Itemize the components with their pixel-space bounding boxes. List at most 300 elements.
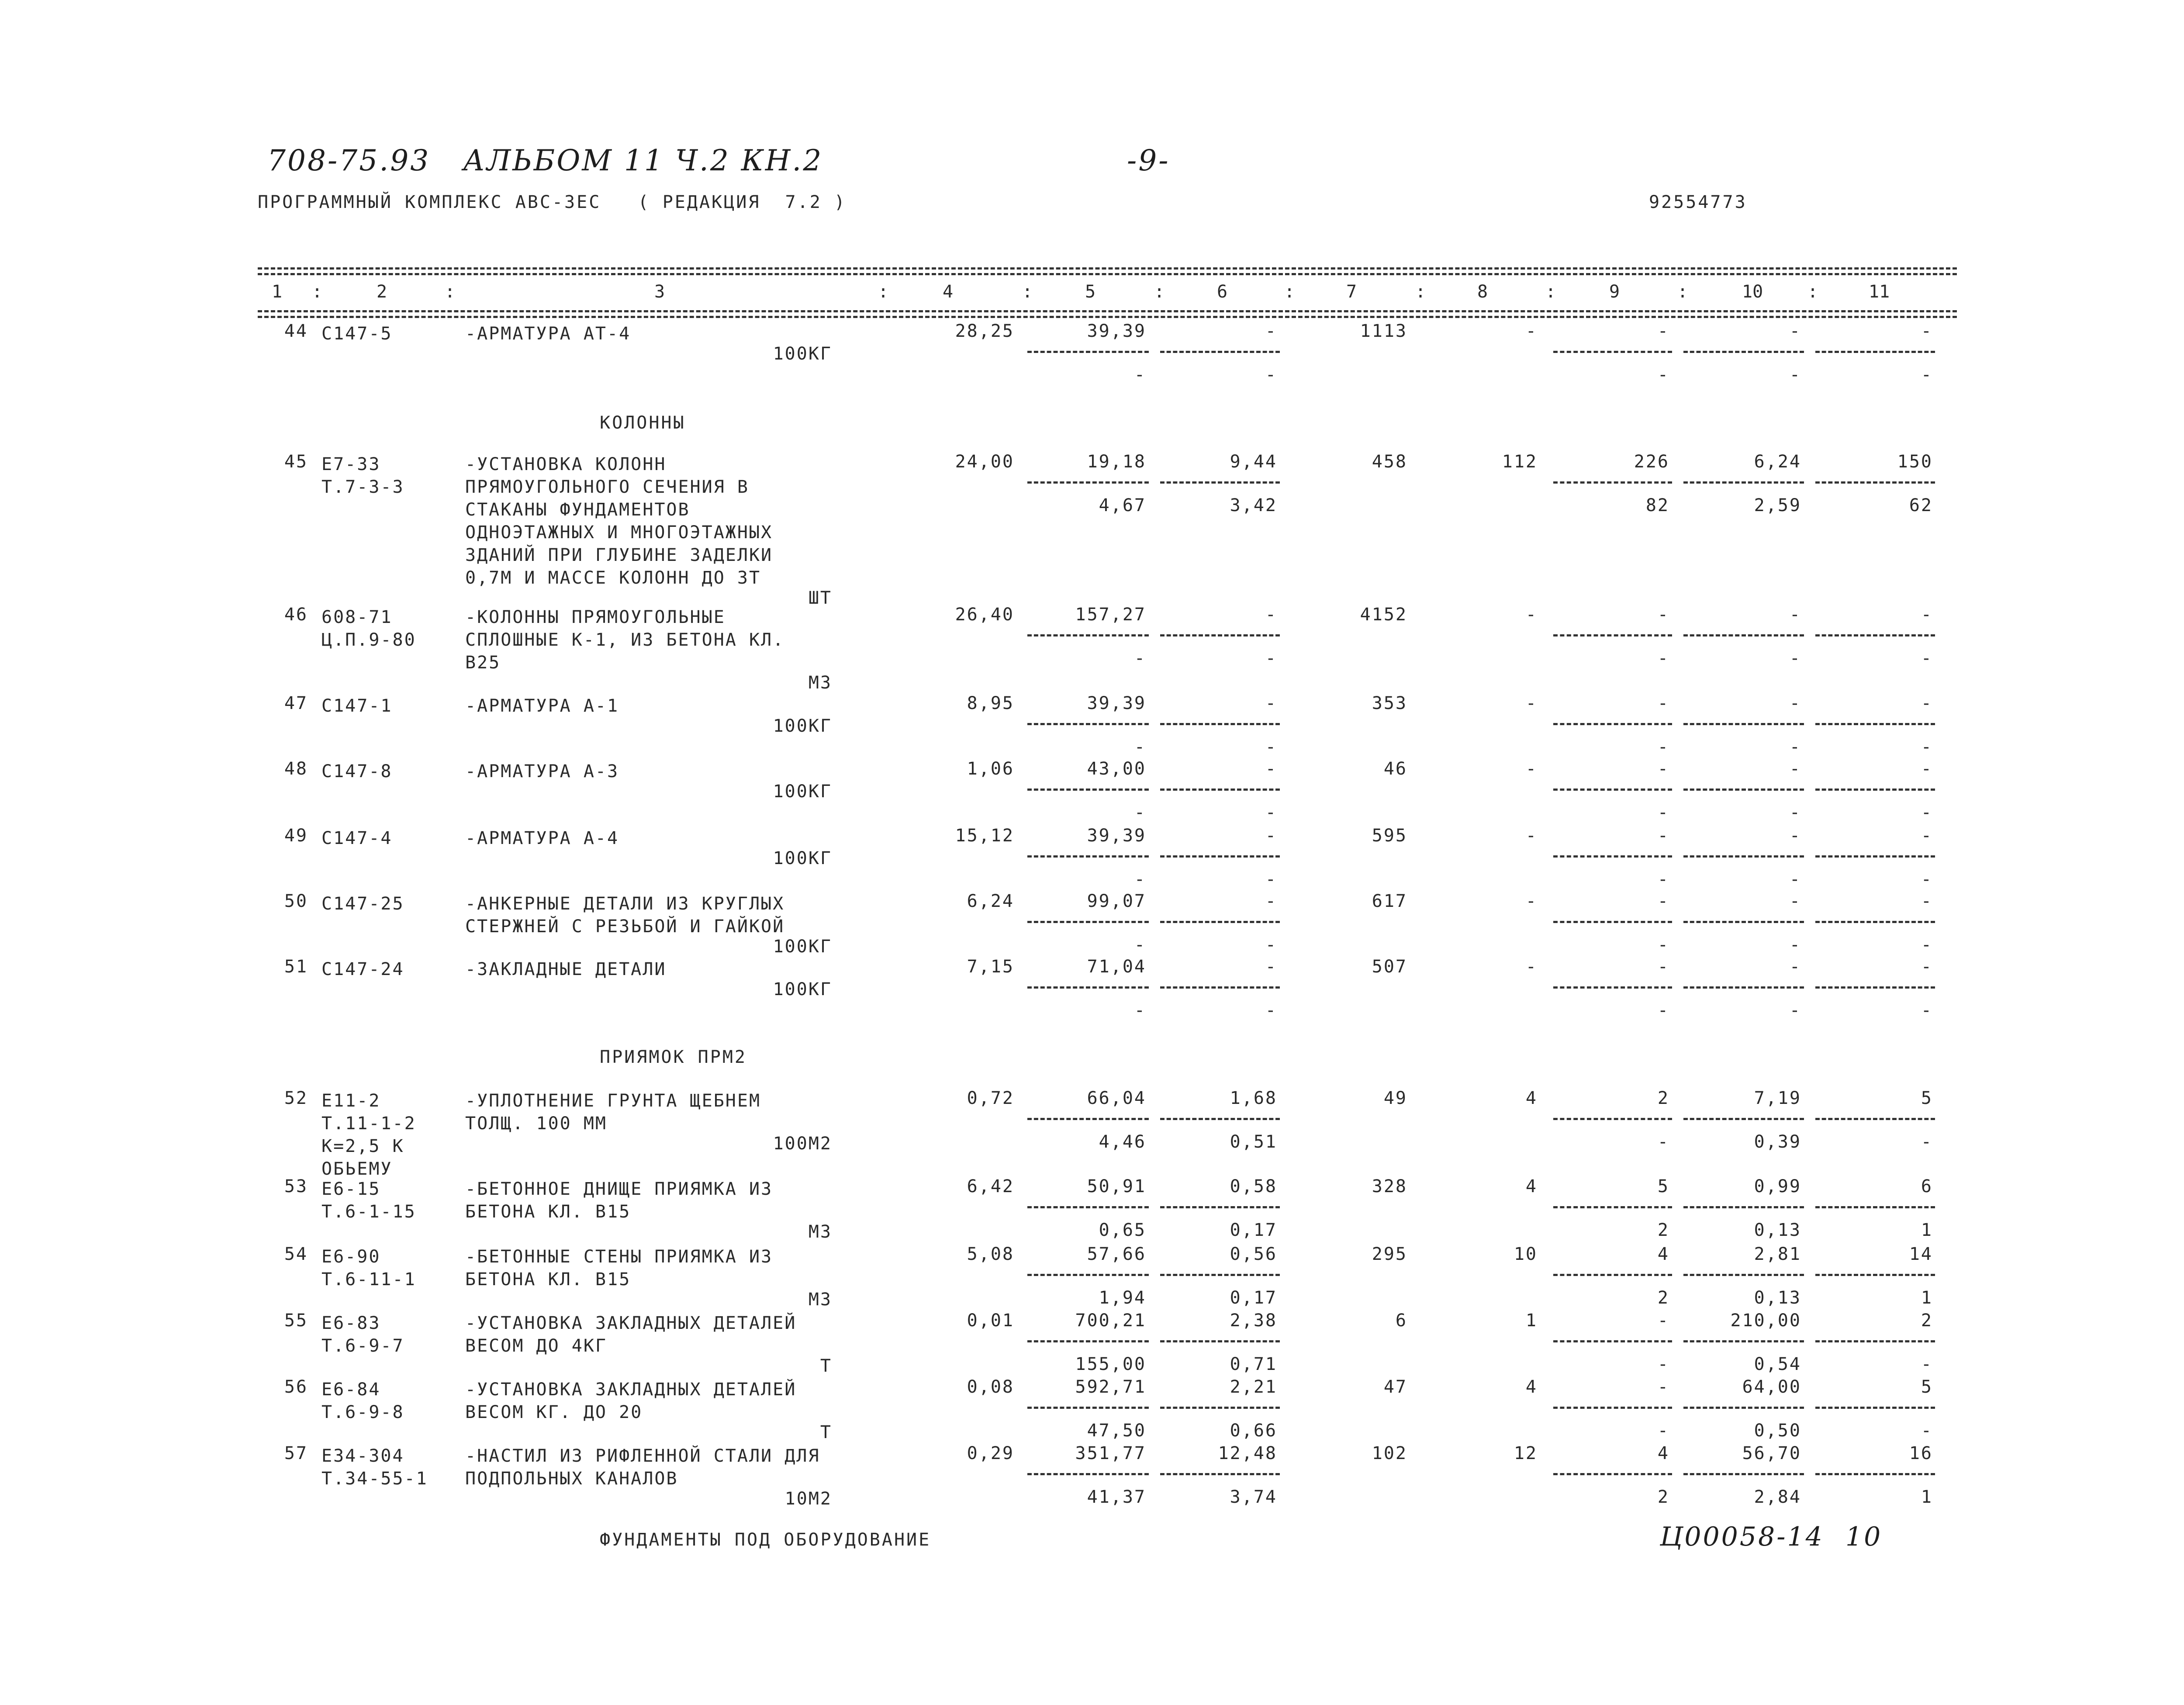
value-col-5: 66,04 bbox=[1087, 1088, 1146, 1108]
value-col-9-lower: - bbox=[1657, 365, 1669, 385]
value-separator bbox=[1160, 1206, 1280, 1208]
row-code: Е7-33 Т.7-3-3 bbox=[321, 454, 404, 497]
value-col-6-lower: - bbox=[1265, 737, 1277, 757]
value-col-9-lower: 2 bbox=[1657, 1288, 1669, 1308]
value-col-5-lower: - bbox=[1134, 869, 1146, 889]
column-header-3: 3 bbox=[654, 282, 665, 302]
value-separator bbox=[1160, 789, 1280, 791]
value-col-11-lower: - bbox=[1921, 1354, 1933, 1374]
section-title-pit: ПРИЯМОК ПРМ2 bbox=[600, 1047, 747, 1067]
value-col-9-lower: 82 bbox=[1645, 495, 1669, 515]
row-number: 54 bbox=[284, 1244, 308, 1264]
value-col-10-lower: 0,54 bbox=[1754, 1354, 1801, 1374]
row-description: -УСТАНОВКА КОЛОНН ПРЯМОУГОЛЬНОГО СЕЧЕНИЯ В СТАКАНЫ ФУНДАМЕНТОВ ОДНОЭТАЖНЫХ И МНОГОЭТАЖНЫХ ЗДАНИЙ ПРИ ГЛУБИНЕ ЗАДЕЛКИ 0,7М И МАССЕ КОЛОНН ДО 3Т bbox=[465, 454, 773, 588]
value-col-6-lower: - bbox=[1265, 365, 1277, 385]
value-col-11: - bbox=[1921, 957, 1933, 977]
value-col-4: 7,15 bbox=[967, 957, 1014, 977]
value-col-7: 295 bbox=[1372, 1244, 1407, 1264]
value-separator bbox=[1815, 723, 1935, 725]
value-col-6-lower: - bbox=[1265, 802, 1277, 823]
value-col-10-lower: - bbox=[1789, 737, 1801, 757]
value-separator bbox=[1160, 921, 1280, 923]
value-col-11-lower: - bbox=[1921, 1132, 1933, 1152]
value-separator bbox=[1815, 986, 1935, 989]
row-unit: М3 bbox=[808, 1222, 832, 1242]
value-col-11-lower: - bbox=[1921, 935, 1933, 955]
value-col-10: - bbox=[1789, 321, 1801, 341]
value-col-9: - bbox=[1657, 693, 1669, 713]
value-col-5-lower: 47,50 bbox=[1087, 1421, 1146, 1441]
value-col-11: - bbox=[1921, 321, 1933, 341]
value-col-10-lower: - bbox=[1789, 935, 1801, 955]
value-col-4: 15,12 bbox=[955, 826, 1014, 846]
row-code: С147-24 bbox=[321, 959, 404, 979]
value-col-6-lower: 0,66 bbox=[1230, 1421, 1277, 1441]
value-col-5: 39,39 bbox=[1087, 826, 1146, 846]
value-col-8: 4 bbox=[1525, 1176, 1538, 1197]
row-code: Е6-83 Т.6-9-7 bbox=[321, 1313, 404, 1356]
value-col-6: - bbox=[1265, 957, 1277, 977]
value-col-7: 617 bbox=[1372, 891, 1407, 911]
row-code: Е6-90 Т.6-11-1 bbox=[321, 1247, 416, 1290]
row-unit: 100КГ bbox=[773, 716, 832, 736]
column-header-5: 5 bbox=[1085, 282, 1096, 302]
value-col-9: - bbox=[1657, 957, 1669, 977]
value-col-8: 12 bbox=[1514, 1443, 1538, 1463]
value-col-6-lower: - bbox=[1265, 935, 1277, 955]
row-code: Е6-15 Т.6-1-15 bbox=[321, 1179, 416, 1222]
value-col-6-lower: - bbox=[1265, 648, 1277, 668]
row-description: -КОЛОННЫ ПРЯМОУГОЛЬНЫЕ СПЛОШНЫЕ К-1, ИЗ БЕТОНА КЛ. В25 bbox=[465, 607, 785, 673]
value-col-11-lower: - bbox=[1921, 365, 1933, 385]
value-col-10-lower: 0,50 bbox=[1754, 1421, 1801, 1441]
value-col-11-lower: - bbox=[1921, 802, 1933, 823]
value-col-9: - bbox=[1657, 891, 1669, 911]
value-col-10: 7,19 bbox=[1754, 1088, 1801, 1108]
value-col-6: - bbox=[1265, 891, 1277, 911]
value-separator bbox=[1027, 1118, 1149, 1120]
value-separator bbox=[1027, 634, 1149, 636]
value-col-7: 1113 bbox=[1360, 321, 1407, 341]
row-description: -ЗАКЛАДНЫЕ ДЕТАЛИ bbox=[465, 959, 667, 979]
value-col-4: 8,95 bbox=[967, 693, 1014, 713]
value-col-11: 150 bbox=[1897, 452, 1933, 472]
row-description: -БЕТОННОЕ ДНИЩЕ ПРИЯМКА ИЗ БЕТОНА КЛ. В15 bbox=[465, 1179, 773, 1222]
value-separator bbox=[1160, 481, 1280, 484]
row-unit: 100КГ bbox=[773, 782, 832, 802]
value-col-9-lower: 2 bbox=[1657, 1487, 1669, 1507]
value-separator bbox=[1683, 1206, 1804, 1208]
value-separator bbox=[1160, 1340, 1280, 1342]
value-separator bbox=[1815, 634, 1935, 636]
value-col-11: 2 bbox=[1921, 1311, 1933, 1331]
value-col-11-lower: - bbox=[1921, 1000, 1933, 1020]
value-col-9: 5 bbox=[1657, 1176, 1669, 1197]
value-col-10: - bbox=[1789, 759, 1801, 779]
row-number: 53 bbox=[284, 1176, 308, 1197]
row-code: С147-25 bbox=[321, 894, 404, 914]
section-title-equipment-foundations: ФУНДАМЕНТЫ ПОД ОБОРУДОВАНИЕ bbox=[600, 1530, 931, 1550]
value-col-6-lower: 3,74 bbox=[1230, 1487, 1277, 1507]
row-unit: Т bbox=[820, 1422, 832, 1442]
value-col-11: - bbox=[1921, 693, 1933, 713]
value-col-7: 47 bbox=[1383, 1377, 1407, 1397]
row-code: С147-8 bbox=[321, 761, 393, 782]
column-separator: : bbox=[1284, 282, 1295, 302]
value-separator bbox=[1553, 1206, 1672, 1208]
value-separator bbox=[1683, 481, 1804, 484]
value-separator bbox=[1553, 1407, 1672, 1409]
value-col-9-lower: - bbox=[1657, 1421, 1669, 1441]
row-unit: 100КГ bbox=[773, 937, 832, 957]
value-col-9-lower: - bbox=[1657, 648, 1669, 668]
value-col-5: 50,91 bbox=[1087, 1176, 1146, 1197]
value-col-10: 2,81 bbox=[1754, 1244, 1801, 1264]
value-separator bbox=[1815, 351, 1935, 353]
value-col-4: 1,06 bbox=[967, 759, 1014, 779]
column-header-10: 10 bbox=[1742, 282, 1763, 302]
value-col-5: 43,00 bbox=[1087, 759, 1146, 779]
value-col-5-lower: 4,67 bbox=[1099, 495, 1146, 515]
column-separator: : bbox=[1154, 282, 1165, 302]
value-col-11-lower: 1 bbox=[1921, 1220, 1933, 1240]
value-separator bbox=[1815, 1118, 1935, 1120]
value-separator bbox=[1553, 921, 1672, 923]
column-separator: : bbox=[1677, 282, 1688, 302]
document-number: 92554773 bbox=[1649, 192, 1747, 212]
value-col-11: 5 bbox=[1921, 1377, 1933, 1397]
row-unit: М3 bbox=[808, 673, 832, 693]
column-separator: : bbox=[1807, 282, 1818, 302]
value-separator bbox=[1553, 634, 1672, 636]
value-separator bbox=[1683, 634, 1804, 636]
value-col-6: - bbox=[1265, 759, 1277, 779]
value-col-6: - bbox=[1265, 321, 1277, 341]
value-col-5-lower: - bbox=[1134, 648, 1146, 668]
value-col-8: 1 bbox=[1525, 1311, 1538, 1331]
value-col-4: 0,08 bbox=[967, 1377, 1014, 1397]
row-unit: 100КГ bbox=[773, 848, 832, 868]
album-reference: 708-75.93 АЛЬБОМ 11 Ч.2 КН.2 bbox=[267, 144, 823, 177]
value-col-11: 5 bbox=[1921, 1088, 1933, 1108]
value-separator bbox=[1160, 1407, 1280, 1409]
value-separator bbox=[1027, 1206, 1149, 1208]
column-header-1: 1 bbox=[272, 282, 283, 302]
row-unit: Т bbox=[820, 1356, 832, 1376]
row-code: С147-5 bbox=[321, 324, 393, 344]
value-separator bbox=[1027, 921, 1149, 923]
value-separator bbox=[1027, 481, 1149, 484]
value-separator bbox=[1027, 789, 1149, 791]
value-col-9-lower: - bbox=[1657, 1000, 1669, 1020]
column-separator: : bbox=[878, 282, 889, 302]
row-unit: 100М2 bbox=[773, 1134, 832, 1154]
value-col-7: 102 bbox=[1372, 1443, 1407, 1463]
row-number: 46 bbox=[284, 605, 308, 625]
value-col-5: 157,27 bbox=[1075, 605, 1146, 625]
value-col-5: 39,39 bbox=[1087, 321, 1146, 341]
value-separator bbox=[1683, 1473, 1804, 1475]
value-separator bbox=[1683, 1274, 1804, 1276]
value-col-5-lower: - bbox=[1134, 1000, 1146, 1020]
value-col-5-lower: 155,00 bbox=[1075, 1354, 1146, 1374]
value-col-4: 0,01 bbox=[967, 1311, 1014, 1331]
value-col-11-lower: - bbox=[1921, 869, 1933, 889]
value-col-4: 28,25 bbox=[955, 321, 1014, 341]
value-separator bbox=[1160, 1274, 1280, 1276]
value-col-6-lower: 0,71 bbox=[1230, 1354, 1277, 1374]
value-col-9-lower: - bbox=[1657, 935, 1669, 955]
row-unit: ШТ bbox=[808, 588, 832, 608]
value-col-6: - bbox=[1265, 605, 1277, 625]
value-col-9: 4 bbox=[1657, 1443, 1669, 1463]
value-col-5: 351,77 bbox=[1075, 1443, 1146, 1463]
value-col-9: - bbox=[1657, 826, 1669, 846]
value-col-5: 592,71 bbox=[1075, 1377, 1146, 1397]
value-col-9: - bbox=[1657, 321, 1669, 341]
value-col-11: - bbox=[1921, 891, 1933, 911]
value-col-7: 6 bbox=[1395, 1311, 1407, 1331]
value-separator bbox=[1815, 921, 1935, 923]
column-header-6: 6 bbox=[1217, 282, 1228, 302]
value-col-9: 226 bbox=[1634, 452, 1669, 472]
value-col-5-lower: - bbox=[1134, 365, 1146, 385]
row-unit: М3 bbox=[808, 1290, 832, 1310]
value-separator bbox=[1683, 921, 1804, 923]
row-number: 50 bbox=[284, 891, 308, 911]
value-separator bbox=[1027, 1407, 1149, 1409]
value-col-11: - bbox=[1921, 759, 1933, 779]
value-separator bbox=[1553, 1118, 1672, 1120]
value-separator bbox=[1815, 1473, 1935, 1475]
value-separator bbox=[1553, 1340, 1672, 1342]
column-header-7: 7 bbox=[1346, 282, 1357, 302]
value-separator bbox=[1683, 351, 1804, 353]
column-header-8: 8 bbox=[1477, 282, 1488, 302]
value-col-4: 0,29 bbox=[967, 1443, 1014, 1463]
value-col-6-lower: 3,42 bbox=[1230, 495, 1277, 515]
value-separator bbox=[1553, 855, 1672, 858]
value-col-4: 6,42 bbox=[967, 1176, 1014, 1197]
value-separator bbox=[1160, 1118, 1280, 1120]
value-separator bbox=[1160, 855, 1280, 858]
value-separator bbox=[1027, 351, 1149, 353]
value-col-11: 16 bbox=[1909, 1443, 1933, 1463]
header-rule-top bbox=[258, 267, 1957, 270]
value-col-6: 1,68 bbox=[1230, 1088, 1277, 1108]
row-number: 55 bbox=[284, 1311, 308, 1331]
value-col-5-lower: 4,46 bbox=[1099, 1132, 1146, 1152]
value-col-9: 2 bbox=[1657, 1088, 1669, 1108]
section-title-columns: КОЛОННЫ bbox=[600, 413, 686, 433]
value-col-7: 49 bbox=[1383, 1088, 1407, 1108]
row-number: 52 bbox=[284, 1088, 308, 1108]
value-col-9: - bbox=[1657, 1377, 1669, 1397]
row-number: 44 bbox=[284, 321, 308, 341]
column-separator: : bbox=[1415, 282, 1426, 302]
value-separator bbox=[1683, 986, 1804, 989]
value-col-8: - bbox=[1525, 891, 1538, 911]
value-separator bbox=[1027, 1340, 1149, 1342]
value-col-5-lower: - bbox=[1134, 802, 1146, 823]
row-unit: 100КГ bbox=[773, 344, 832, 364]
value-separator bbox=[1160, 986, 1280, 989]
value-col-10-lower: - bbox=[1789, 802, 1801, 823]
column-separator: : bbox=[1545, 282, 1556, 302]
value-col-6: 12,48 bbox=[1218, 1443, 1277, 1463]
value-separator bbox=[1160, 634, 1280, 636]
value-col-10: - bbox=[1789, 605, 1801, 625]
page-number-mark: -9- bbox=[1127, 144, 1170, 177]
value-col-9-lower: 2 bbox=[1657, 1220, 1669, 1240]
value-col-4: 6,24 bbox=[967, 891, 1014, 911]
value-col-7: 353 bbox=[1372, 693, 1407, 713]
value-col-7: 507 bbox=[1372, 957, 1407, 977]
value-col-9-lower: - bbox=[1657, 1354, 1669, 1374]
row-code: Е6-84 Т.6-9-8 bbox=[321, 1380, 404, 1422]
value-separator bbox=[1553, 789, 1672, 791]
row-number: 57 bbox=[284, 1443, 308, 1463]
row-code: С147-1 bbox=[321, 696, 393, 716]
value-col-11-lower: - bbox=[1921, 737, 1933, 757]
value-col-11: - bbox=[1921, 605, 1933, 625]
value-col-8: - bbox=[1525, 605, 1538, 625]
value-col-6-lower: - bbox=[1265, 869, 1277, 889]
value-col-8: 112 bbox=[1502, 452, 1538, 472]
value-col-5: 71,04 bbox=[1087, 957, 1146, 977]
value-col-4: 26,40 bbox=[955, 605, 1014, 625]
value-separator bbox=[1027, 723, 1149, 725]
value-col-10-lower: - bbox=[1789, 869, 1801, 889]
value-col-7: 595 bbox=[1372, 826, 1407, 846]
row-code: 608-71 Ц.П.9-80 bbox=[321, 607, 416, 650]
row-number: 49 bbox=[284, 826, 308, 846]
row-code: Е34-304 Т.34-55-1 bbox=[321, 1446, 428, 1489]
value-separator bbox=[1815, 481, 1935, 484]
value-separator bbox=[1815, 1274, 1935, 1276]
value-col-5: 39,39 bbox=[1087, 693, 1146, 713]
value-col-8: 4 bbox=[1525, 1088, 1538, 1108]
value-separator bbox=[1160, 1473, 1280, 1475]
value-col-11: 14 bbox=[1909, 1244, 1933, 1264]
header-rule-bottom bbox=[258, 310, 1957, 312]
value-col-11: 6 bbox=[1921, 1176, 1933, 1197]
program-header: ПРОГРАММНЫЙ КОМПЛЕКС АВС-3ЕС ( РЕДАКЦИЯ 7.2 ) bbox=[258, 192, 847, 212]
value-separator bbox=[1815, 855, 1935, 858]
value-col-8: - bbox=[1525, 957, 1538, 977]
row-unit: 10М2 bbox=[784, 1489, 832, 1509]
value-col-5-lower: - bbox=[1134, 935, 1146, 955]
value-col-6-lower: - bbox=[1265, 1000, 1277, 1020]
value-col-5: 99,07 bbox=[1087, 891, 1146, 911]
archive-stamp: Ц00058-14 bbox=[1660, 1522, 1824, 1552]
row-description: -УСТАНОВКА ЗАКЛАДНЫХ ДЕТАЛЕЙ ВЕСОМ ДО 4КГ bbox=[465, 1313, 797, 1356]
value-separator bbox=[1815, 1206, 1935, 1208]
row-description: -АРМАТУРА А-3 bbox=[465, 761, 619, 782]
value-separator bbox=[1160, 351, 1280, 353]
row-description: -АНКЕРНЫЕ ДЕТАЛИ ИЗ КРУГЛЫХ СТЕРЖНЕЙ С РЕЗЬБОЙ И ГАЙКОЙ bbox=[465, 894, 785, 937]
value-col-10-lower: - bbox=[1789, 648, 1801, 668]
value-col-9: - bbox=[1657, 759, 1669, 779]
value-col-11: - bbox=[1921, 826, 1933, 846]
value-col-6-lower: 0,17 bbox=[1230, 1288, 1277, 1308]
value-col-10-lower: 2,59 bbox=[1754, 495, 1801, 515]
value-separator bbox=[1553, 986, 1672, 989]
value-col-10: 64,00 bbox=[1742, 1377, 1801, 1397]
value-col-4: 5,08 bbox=[967, 1244, 1014, 1264]
value-col-7: 458 bbox=[1372, 452, 1407, 472]
value-col-10-lower: 2,84 bbox=[1754, 1487, 1801, 1507]
value-col-10: 210,00 bbox=[1730, 1311, 1801, 1331]
value-col-5-lower: 1,94 bbox=[1099, 1288, 1146, 1308]
value-col-9: 4 bbox=[1657, 1244, 1669, 1264]
value-col-6: 9,44 bbox=[1230, 452, 1277, 472]
row-code: Е11-2 Т.11-1-2 К=2,5 К ОБЬЕМУ bbox=[321, 1091, 416, 1179]
value-col-8: - bbox=[1525, 759, 1538, 779]
value-col-9-lower: - bbox=[1657, 802, 1669, 823]
row-description: -АРМАТУРА А-1 bbox=[465, 696, 619, 716]
value-col-9-lower: - bbox=[1657, 1132, 1669, 1152]
row-description: -УСТАНОВКА ЗАКЛАДНЫХ ДЕТАЛЕЙ ВЕСОМ КГ. ДО 20 bbox=[465, 1380, 797, 1422]
value-col-8: 4 bbox=[1525, 1377, 1538, 1397]
value-separator bbox=[1027, 986, 1149, 989]
row-description: -АРМАТУРА А-4 bbox=[465, 828, 619, 848]
value-col-10: 0,99 bbox=[1754, 1176, 1801, 1197]
value-col-7: 46 bbox=[1383, 759, 1407, 779]
column-header-4: 4 bbox=[943, 282, 954, 302]
value-separator bbox=[1683, 1340, 1804, 1342]
value-separator bbox=[1553, 481, 1672, 484]
value-separator bbox=[1815, 1340, 1935, 1342]
value-col-10-lower: - bbox=[1789, 1000, 1801, 1020]
value-col-10: - bbox=[1789, 693, 1801, 713]
row-number: 47 bbox=[284, 693, 308, 713]
value-col-10: - bbox=[1789, 826, 1801, 846]
value-separator bbox=[1553, 1473, 1672, 1475]
column-separator: : bbox=[445, 282, 456, 302]
row-number: 48 bbox=[284, 759, 308, 779]
column-separator: : bbox=[312, 282, 323, 302]
value-col-7: 328 bbox=[1372, 1176, 1407, 1197]
value-separator bbox=[1027, 1274, 1149, 1276]
value-col-10: - bbox=[1789, 891, 1801, 911]
value-col-5: 19,18 bbox=[1087, 452, 1146, 472]
value-col-8: - bbox=[1525, 693, 1538, 713]
row-description: -АРМАТУРА АТ-4 bbox=[465, 324, 631, 344]
value-col-11-lower: 62 bbox=[1909, 495, 1933, 515]
value-col-8: - bbox=[1525, 826, 1538, 846]
value-col-11-lower: - bbox=[1921, 648, 1933, 668]
value-separator bbox=[1160, 723, 1280, 725]
value-separator bbox=[1683, 723, 1804, 725]
value-col-5-lower: 0,65 bbox=[1099, 1220, 1146, 1240]
row-description: -БЕТОННЫЕ СТЕНЫ ПРИЯМКА ИЗ БЕТОНА КЛ. В15 bbox=[465, 1247, 773, 1290]
value-col-10: - bbox=[1789, 957, 1801, 977]
row-unit: 100КГ bbox=[773, 979, 832, 999]
value-col-9: - bbox=[1657, 605, 1669, 625]
value-col-7: 4152 bbox=[1360, 605, 1407, 625]
value-col-6: - bbox=[1265, 826, 1277, 846]
value-col-6-lower: 0,17 bbox=[1230, 1220, 1277, 1240]
value-col-6: 2,21 bbox=[1230, 1377, 1277, 1397]
value-col-4: 24,00 bbox=[955, 452, 1014, 472]
sheet-number: 10 bbox=[1845, 1522, 1883, 1552]
row-number: 51 bbox=[284, 957, 308, 977]
value-separator bbox=[1815, 1407, 1935, 1409]
value-col-9: - bbox=[1657, 1311, 1669, 1331]
value-col-10-lower: - bbox=[1789, 365, 1801, 385]
value-separator bbox=[1553, 1274, 1672, 1276]
